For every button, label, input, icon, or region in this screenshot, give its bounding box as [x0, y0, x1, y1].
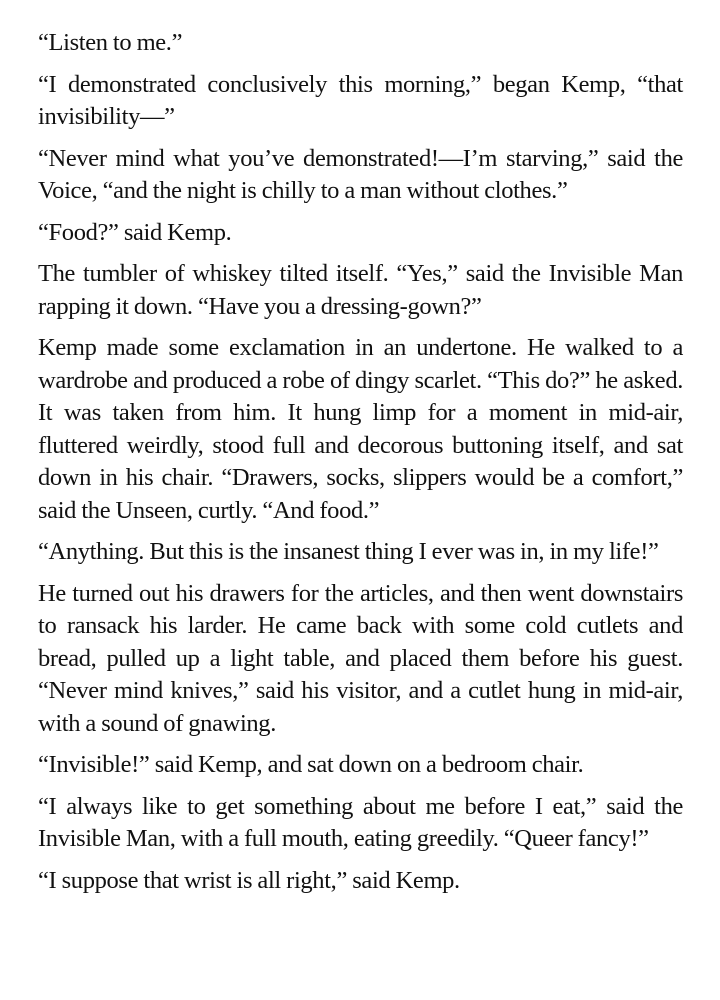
paragraph-2: “I demonstrated conclusively this morning,” began Kemp, “that invisibility—”: [38, 70, 683, 130]
paragraph-11: “I suppose that wrist is all right,” said Kemp.: [38, 866, 460, 894]
paragraph-10: “I always like to get something about me before I eat,” said the Invisible Man, with a full mouth, eating greedily. “Queer fancy!”: [38, 792, 683, 852]
paragraph-7: “Anything. But this is the insanest thing I ever was in, in my life!”: [38, 538, 659, 565]
paragraph-1: “Listen to me.”: [38, 29, 183, 56]
document-page: [38, 27, 683, 906]
paragraph-4: “Food?” said Kemp.: [38, 218, 232, 246]
paragraph-6: Kemp made some exclamation in an undertone. He walked to a wardrobe and produced a robe of dingy scarlet. “This do?” he asked. It was taken from him. It hung limp for a moment in mid-air, fluttered weirdly, stood full and decorous buttoning itself, and sat down in his chair. “Drawers, socks, slippers would be a comfort,” said the Unseen, curtly. “And food.”: [38, 334, 683, 524]
paragraph-8: He turned out his drawers for the articles, and then went downstairs to ransack his larder. He came back with some cold cutlets and bread, pulled up a light table, and placed them before his guest. “Never mind knives,” said his visitor, and a cutlet hung in mid-air, with a sound of gnawing.: [38, 579, 683, 737]
paragraph-5: The tumbler of whiskey tilted itself. “Yes,” said the Invisible Man rapping it down. “Have you a dressing-gown?”: [38, 260, 683, 320]
paragraph-9: “Invisible!” said Kemp, and sat down on a bedroom chair.: [38, 751, 584, 778]
paragraph-3: “Never mind what you’ve demonstrated!—I’m starving,” said the Voice, “and the night is chilly to a man without clothes.”: [38, 144, 683, 204]
